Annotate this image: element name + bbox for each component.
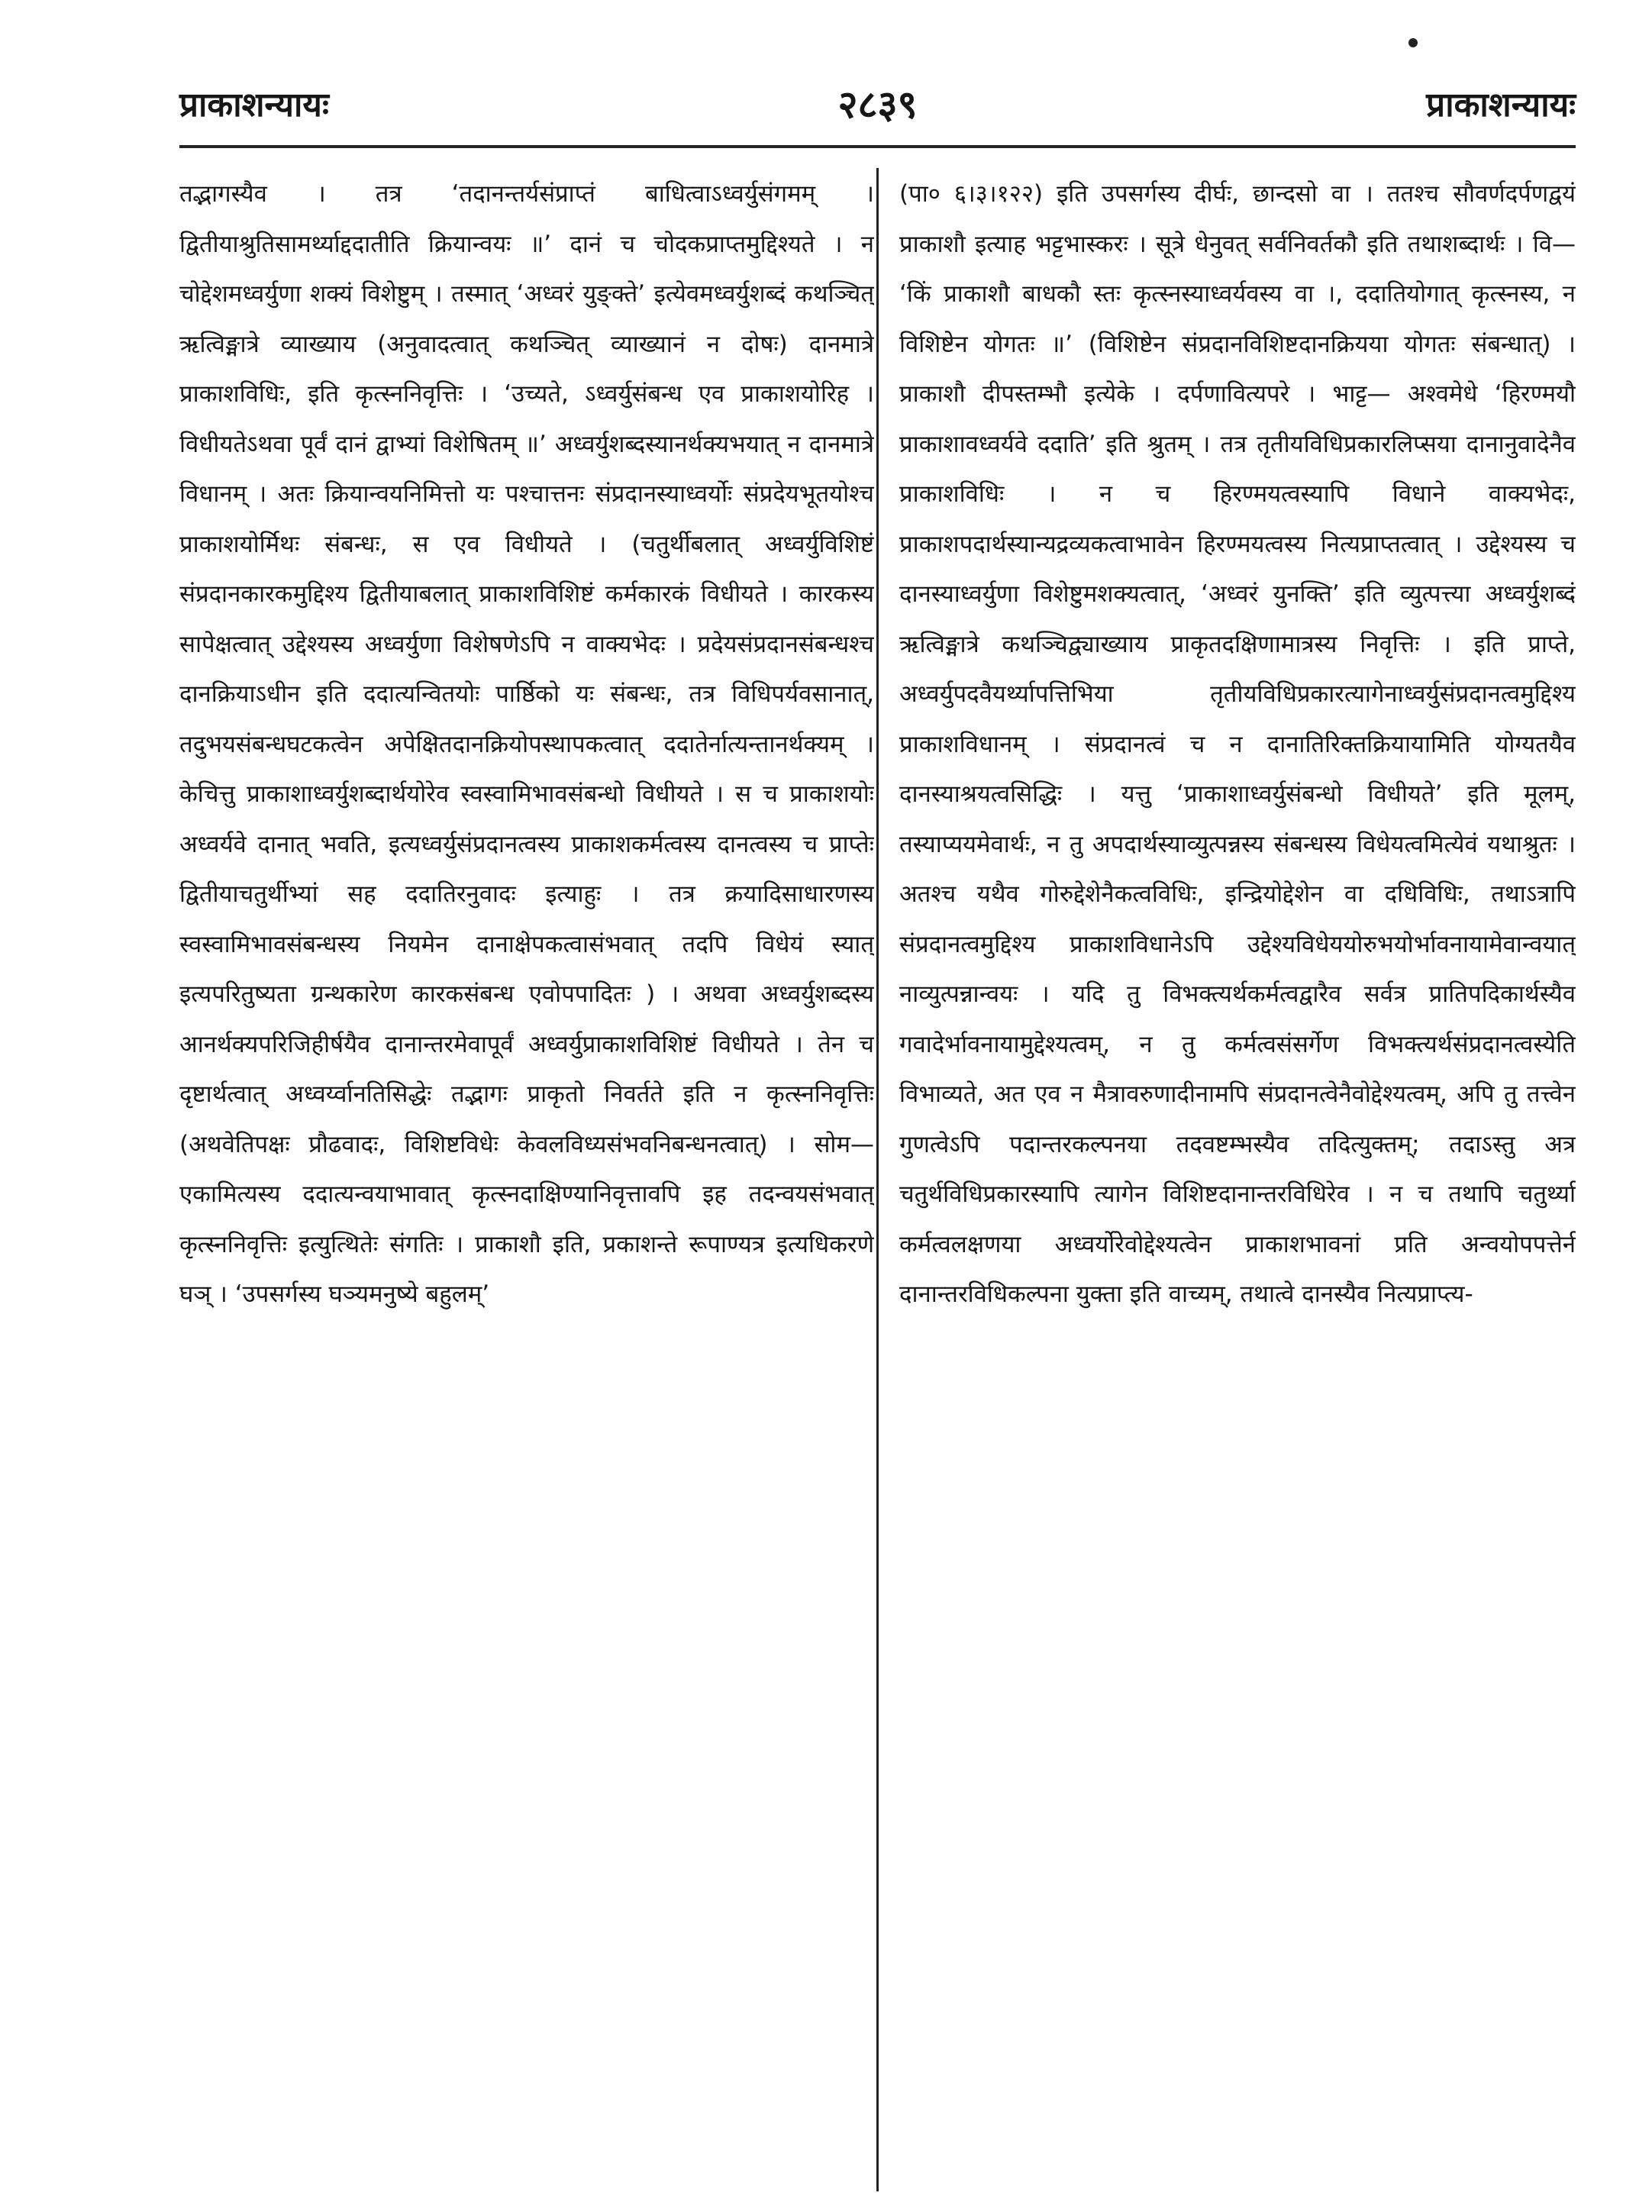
header-rule: [179, 145, 1576, 148]
column-separator: [876, 168, 879, 2191]
left-column-text: तद्भागस्यैव । तत्र ‘तदानन्तर्यसंप्राप्तं बाधित्वाऽध्वर्युसंगमम् । द्वितीयाश्रुतिसामर्थ्याद्ददातीति क्रियान्वयः ॥’ दानं च चोदकप्राप्तमुद्दिश्यते । न चोद्देशमध्वर्युणा शक्यं विशेष्टुम् । तस्मात् ‘अध्वरं युङ्क्ते’ इत्येवमध्वर्युशब्दं कथञ्चित् ऋत्विङ्मात्रे व्याख्याय (अनुवादत्वात् कथञ्चित् व्याख्यानं न दोषः) दानमात्रे प्राकाशविधिः, इति कृत्स्ननिवृत्तिः । ‘उच्यते, ऽध्वर्युसंबन्ध एव प्राकाशयोरिह । विधीयतेऽथवा पूर्वं दानं द्वाभ्यां विशेषितम् ॥’ अध्वर्युशब्दस्यानर्थक्यभयात् न दानमात्रे विधानम् । अतः क्रियान्वयनिमित्तो यः पश्चात्तनः संप्रदानस्याध्वर्योः संप्रदेयभूतयोश्च प्राकाशयोर्मिथः संबन्धः, स एव विधीयते । (चतुर्थीबलात् अध्वर्युविशिष्टं संप्रदानकारकमुद्दिश्य द्वितीयाबलात् प्राकाशविशिष्टं कर्मकारकं विधीयते । कारकस्य सापेक्षत्वात् उद्देश्यस्य अध्वर्युणा विशेषणेऽपि न वाक्यभेदः । प्रदेयसंप्रदानसंबन्धश्च दानक्रियाऽधीन इति ददात्यन्वितयोः पार्ष्ठिको यः संबन्धः, तत्र विधिपर्यवसानात्, तदुभयसंबन्धघटकत्वेन अपेक्षितदानक्रियोपस्थापकत्वात् ददातेर्नात्यन्तानर्थक्यम् । केचित्तु प्राकाशाध्वर्युशब्दार्थयोरेव स्वस्वामिभावसंबन्धो विधीयते । स च प्राकाशयोः अध्वर्यवे दानात् भवति, इत्यध्वर्युसंप्रदानत्वस्य प्राकाशकर्मत्वस्य दानत्वस्य च प्राप्तेः द्वितीयाचतुर्थीभ्यां सह ददातिरनुवादः इत्याहुः । तत्र क्रयादिसाधारणस्य स्वस्वामिभावसंबन्धस्य नियमेन दानाक्षेपकत्वासंभवात् तदपि विधेयं स्यात् इत्यपरितुष्यता ग्रन्थकारेण कारकसंबन्ध एवोपपादितः ) । अथवा अध्वर्युशब्दस्य आनर्थक्यपरिजिहीर्षयैव दानान्तरमेवापूर्वं अध्वर्युप्राकाशविशिष्टं विधीयते । तेन च दृष्टार्थत्वात् अध्वर्य्वानतिसिद्धेः तद्भागः प्राकृतो निवर्तते इति न कृत्स्ननिवृत्तिः (अथवेतिपक्षः प्रौढवादः, विशिष्टविधेः केवलविध्यसंभवनिबन्धनत्वात्) । सोम— एकामित्यस्य ददात्यन्वयाभावात् कृत्स्नदाक्षिण्यानिवृत्तावपि इह तदन्वयसंभवात् कृत्स्ननिवृत्तिः इत्युत्थितेः संगतिः । प्राकाशौ इति, प्रकाशन्ते रूपाण्यत्र इत्यधिकरणे घञ् । ‘उपसर्गस्य घञ्यमनुष्ये बहुलम्’: [179, 180, 874, 1308]
page-number: २८३९: [837, 82, 918, 127]
right-column: [899, 170, 1576, 2185]
running-header: [179, 80, 1576, 137]
left-column: [179, 170, 874, 2185]
header-left-title: प्राकाशन्यायः: [179, 86, 329, 124]
header-right-title: प्राकाशन्यायः: [1426, 86, 1576, 124]
ink-dot: [1408, 38, 1418, 47]
right-column-text: (पा० ६।३।१२२) इति उपसर्गस्य दीर्घः, छान्दसो वा । ततश्च सौवर्णदर्पणद्वयं प्राकाशौ इत्याह भट्टभास्करः । सूत्रे धेनुवत् सर्वनिवर्तकौ इति तथाशब्दार्थः । वि— ‘किं प्राकाशौ बाधकौ स्तः कृत्स्नस्याध्वर्यवस्य वा ।, ददातियोगात् कृत्स्नस्य, न विशिष्टेन योगतः ॥’ (विशिष्टेन संप्रदानविशिष्टदानक्रियया योगतः संबन्धात्) । प्राकाशौ दीपस्तम्भौ इत्येके । दर्पणावित्यपरे । भाट्ट— अश्वमेधे ‘हिरण्मयौ प्राकाशावध्वर्यवे ददाति’ इति श्रुतम् । तत्र तृतीयविधिप्रकारलिप्सया दानानुवादेनैव प्राकाशविधिः । न च हिरण्मयत्वस्यापि विधाने वाक्यभेदः, प्राकाशपदार्थस्यान्यद्रव्यकत्वाभावेन हिरण्मयत्वस्य नित्यप्राप्तत्वात् । उद्देश्यस्य च दानस्याध्वर्युणा विशेष्टुमशक्यत्वात्, ‘अध्वरं युनक्ति’ इति व्युत्पत्त्या अध्वर्युशब्दं ऋत्विङ्मात्रे कथञ्चिद्व्याख्याय प्राकृतदक्षिणामात्रस्य निवृत्तिः । इति प्राप्ते, अध्वर्युपदवैयर्थ्यापत्तिभिया तृतीयविधिप्रकारत्यागेनाध्वर्युसंप्रदानत्वमुद्दिश्य प्राकाशविधानम् । संप्रदानत्वं च न दानातिरिक्तक्रियायामिति योग्यतयैव दानस्याश्रयत्वसिद्धिः । यत्तु ‘प्राकाशाध्वर्युसंबन्धो विधीयते’ इति मूलम्, तस्याप्ययमेवार्थः, न तु अपदार्थस्याव्युत्पन्नस्य संबन्धस्य विधेयत्वमित्येवं यथाश्रुतः । अतश्च यथैव गोरुद्देशेनैकत्वविधिः, इन्द्रियोद्देशेन वा दधिविधिः, तथाऽत्रापि संप्रदानत्वमुद्दिश्य प्राकाशविधानेऽपि उद्देश्यविधेययोरुभयोर्भावनायामेवान्वयात् नाव्युत्पन्नान्वयः । यदि तु विभक्त्यर्थकर्मत्वद्वारैव सर्वत्र प्रातिपदिकार्थस्यैव गवादेर्भावनायामुद्देश्यत्वम्, न तु कर्मत्वसंसर्गेण विभक्त्यर्थसंप्रदानत्वस्येति विभाव्यते, अत एव न मैत्रावरुणादीनामपि संप्रदानत्वेनैवोद्देश्यत्वम्, अपि तु तत्त्वेन गुणत्वेऽपि पदान्तरकल्पनया तदवष्टम्भस्यैव तदित्युक्तम्; तदाऽस्तु अत्र चतुर्थविधिप्रकारस्यापि त्यागेन विशिष्टदानान्तरविधिरेव । न च तथापि चतुर्थ्या कर्मत्वलक्षणया अध्वर्योरेवोद्देश्यत्वेन प्राकाशभावनां प्रति अन्वयोपपत्तेर्न दानान्तरविधिकल्पना युक्ता इति वाच्यम्, तथात्वे दानस्यैव नित्यप्राप्त्य-: [899, 180, 1576, 1308]
